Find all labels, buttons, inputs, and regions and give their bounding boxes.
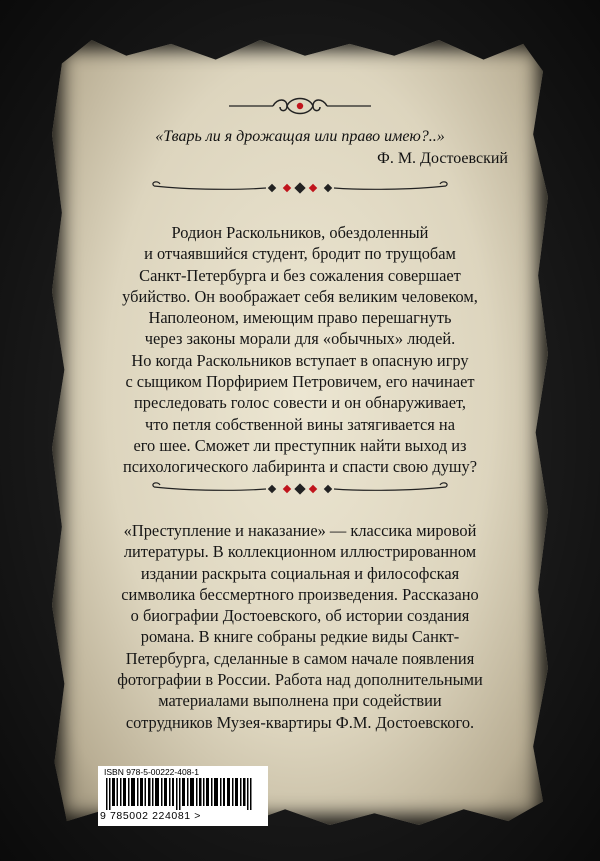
synopsis-line: Санкт-Петербурга и без сожаления совершает	[139, 265, 461, 285]
synopsis-line: с сыщиком Порфирием Петровичем, его начинает	[125, 372, 475, 392]
synopsis-line: преследовать голос совести и он обнаруживает,	[133, 393, 467, 413]
edition-line: фотографии в России. Работа над дополнительными	[117, 670, 483, 690]
synopsis-line: его шее. Сможет ли преступник найти выход из	[133, 435, 467, 455]
isbn-text: ISBN 978-5-00222-408-1	[104, 767, 199, 777]
synopsis-line: Наполеоном, имеющим право перешагнуть	[148, 308, 452, 328]
edition-line: романа. В книге собраны редкие виды Санкт-	[140, 627, 460, 647]
edition-line: издании раскрыта социальная и философская	[140, 563, 460, 583]
barcode-icon	[106, 778, 260, 810]
synopsis-line: через законы морали для «обычных» людей.	[144, 329, 456, 349]
synopsis-line: и отчаявшийся студент, бродит по трущобам	[144, 244, 456, 264]
edition-line: литературы. В коллекционном иллюстрированном	[123, 542, 477, 562]
edition-line: материалами выполнена при содействии	[158, 691, 442, 711]
edition-line: о биографии Достоевского, об истории создания	[130, 606, 470, 626]
edition-line: символика бессмертного произведения. Рассказано	[121, 584, 479, 604]
edition-line: сотрудников Музея-квартиры Ф.М. Достоевского.	[125, 712, 475, 732]
epigraph-quote: «Тварь ли я дрожащая или право имею?..»	[155, 128, 445, 145]
synopsis-line: Родион Раскольников, обездоленный	[171, 223, 429, 242]
synopsis-line: психологического лабиринта и спасти свою душу?	[123, 457, 477, 477]
barcode-digits: 9 785002 224081 >	[100, 810, 201, 822]
synopsis-line: что петля собственной вины затягивается на	[145, 414, 455, 434]
epigraph-author: Ф. М. Достоевский	[377, 150, 508, 167]
edition-line: Петербурга, сделанные в самом начале появления	[125, 648, 475, 668]
barcode-label	[98, 766, 268, 826]
scroll-ornament-icon	[0, 94, 600, 118]
synopsis-line: убийство. Он воображает себя великим человеком,	[122, 286, 478, 306]
synopsis-line: Но когда Раскольников вступает в опасную игру	[131, 350, 469, 370]
divider-ornament-icon	[0, 176, 600, 200]
edition-line: «Преступление и наказание» — классика мировой	[123, 521, 477, 540]
divider-ornament-icon	[0, 477, 600, 501]
edition-paragraph	[0, 520, 600, 733]
synopsis-paragraph	[0, 222, 600, 478]
